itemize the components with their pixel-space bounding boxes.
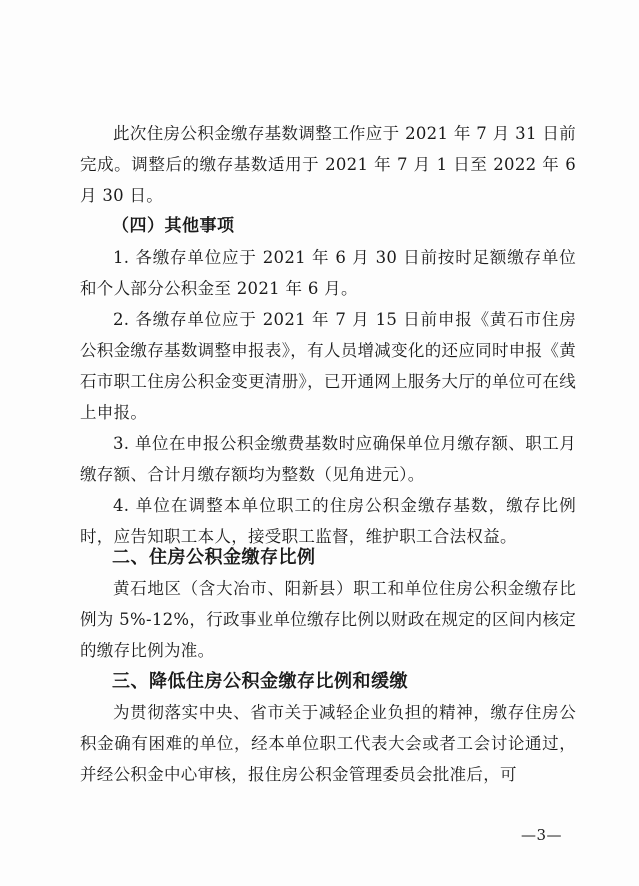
paragraph-deadline: 此次住房公积金缴存基数调整工作应于 2021 年 7 月 31 日前完成。调整后的缴存基数适用于 2021 年 7 月 1 日至 2022 年 6 月 30 日。 (80, 124, 576, 205)
list-item-1: 1. 各缴存单位应于 2021 年 6 月 30 日前按时足额缴存单位和个人部分公积金至 2021 年 6 月。 (80, 248, 576, 298)
sub-heading-other-matters: （四）其他事项 (112, 216, 235, 236)
section-3-body: 为贯彻落实中央、省市关于减轻企业负担的精神，缴存住房公积金确有困难的单位，经本单位职工代表大会或者工会讨论通过，并经公积金中心审核，报住房公积金管理委员会批准后，可 (80, 703, 576, 784)
list-item-2: 2. 各缴存单位应于 2021 年 7 月 15 日前申报《黄石市住房公积金缴存基数调整申报表》，有人员增减变化的还应同时申报《黄石市职工住房公积金变更清册》，已开通网上服务大厅的单位可在线上申报。 (80, 310, 576, 422)
section-heading-2: 二、住房公积金缴存比例 (112, 547, 316, 568)
list-item-4: 4. 单位在调整本单位职工的住房公积金缴存基数，缴存比例时，应告知职工本人，接受职工监督，维护职工合法权益。 (80, 496, 576, 546)
list-item-3: 3. 单位在申报公积金缴费基数时应确保单位月缴存额、职工月缴存额、合计月缴存额均为整数（见角进元）。 (80, 434, 576, 484)
section-2-body: 黄石地区（含大冶市、阳新县）职工和单位住房公积金缴存比例为 5%-12%，行政事业单位缴存比例以财政在规定的区间内核定的缴存比例为准。 (80, 579, 576, 660)
page-number: —3— (521, 826, 563, 844)
section-heading-3: 三、降低住房公积金缴存比例和缓缴 (112, 671, 408, 692)
